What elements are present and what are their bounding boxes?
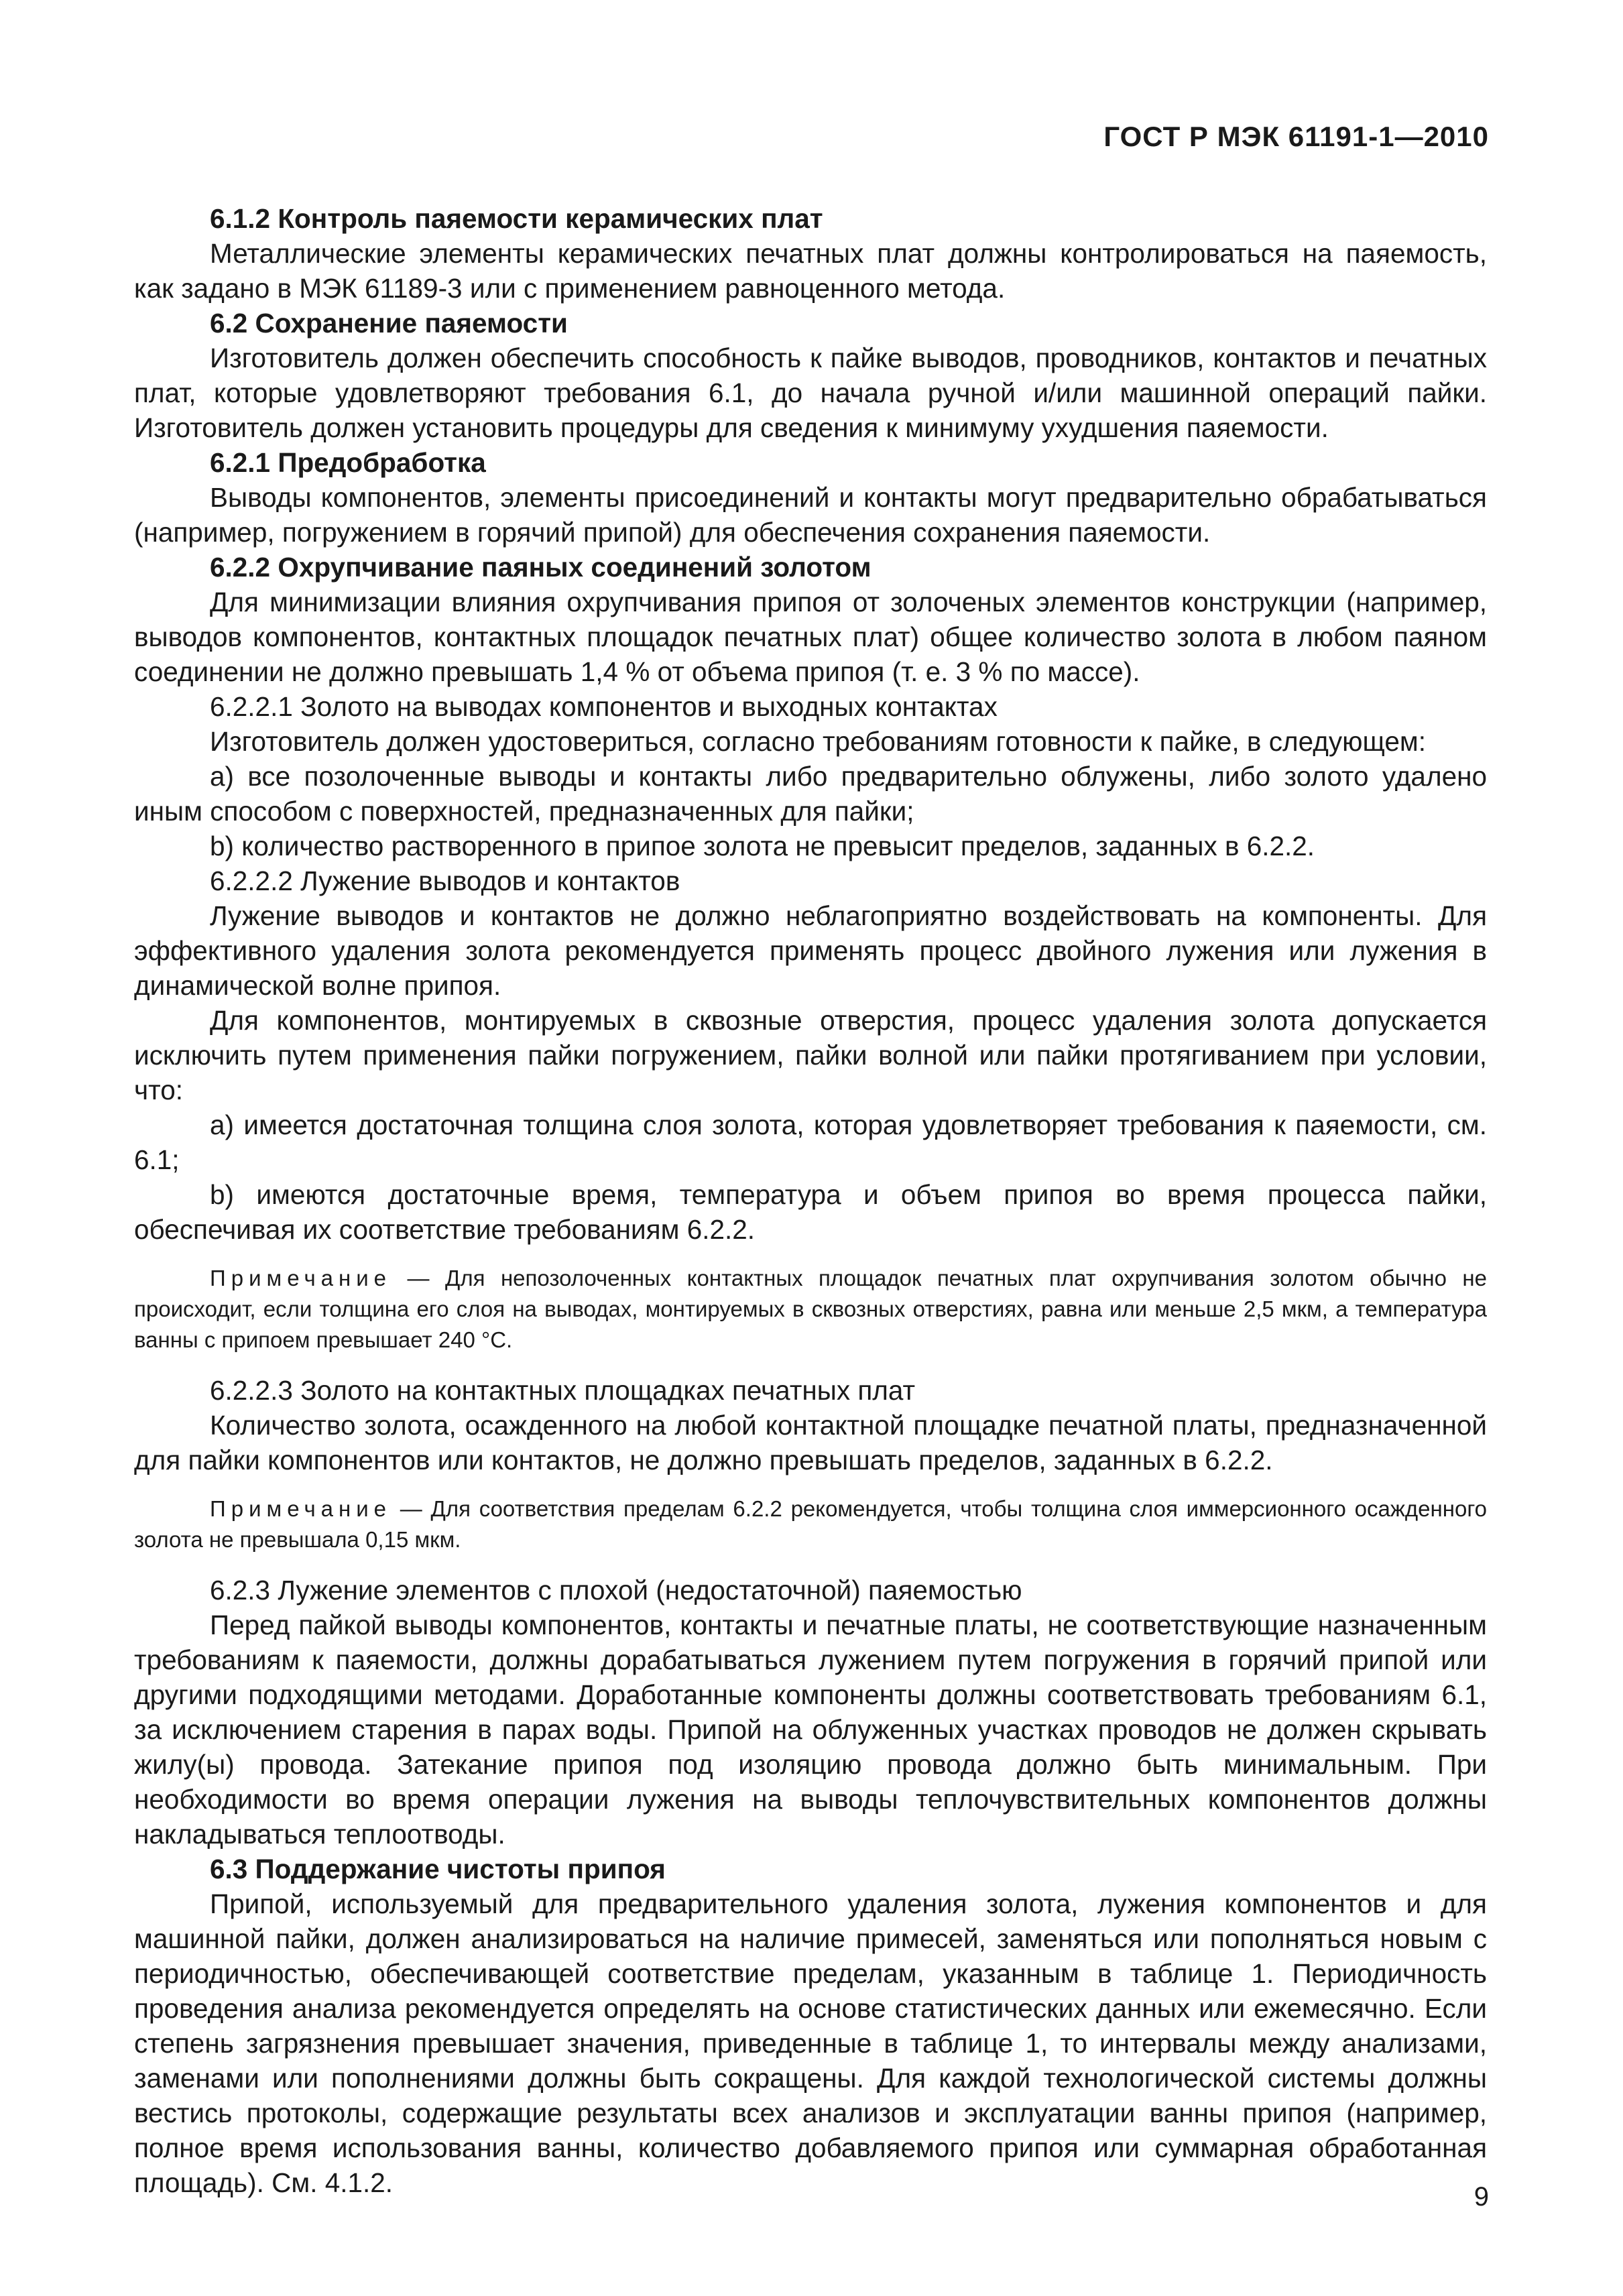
paragraph: Припой, используемый для предварительного удаления золота, лужения компонентов и для машинной пайки, должен анализироваться на наличие примесей, заменяться или пополняться новым с периодичностью, обеспечивающей соответствие пределам, указанным в таблице 1. Периодичность проведения анализа рекомендуется определять на основе статистических данных или ежемесячно. Если степень загрязнения превышает значения, приведенные в таблице 1, то интервалы между анализами, заменами или пополнениями должны быть сокращены. Для каждой технологической системы должны вестись протоколы, содержащие результаты всех анализов и эксплуатации ванны припоя (например, полное время использования ванны, количество добавляемого припоя или суммарная обработанная площадь). См. 4.1.2. [134, 1888, 1487, 2198]
note [134, 1263, 1487, 1355]
paragraph: Изготовитель должен обеспечить способность к пайке выводов, проводников, контактов и печатных плат, которые удовлетворяют требования 6.1, до начала ручной и/или машинной операций пайки. Изготовитель должен установить процедуры для сведения к минимуму ухудшения паяемости. [134, 343, 1487, 443]
paragraph: Для минимизации влияния охрупчивания припоя от золоченых элементов конструкции (например, выводов компонентов, контактных площадок печатных плат) общее количество золота в любом паяном соединении не должно превышать 1,4 % от объема припоя (т. е. 3 % по массе). [134, 587, 1487, 687]
list-item-b: b) имеются достаточные время, температура и объем припоя во время процесса пайки, обеспечивая их соответствие требованиям 6.2.2. [134, 1179, 1487, 1245]
paragraph: Выводы компонентов, элементы присоединений и контакты могут предварительно обрабатываться (например, погружением в горячий припой) для обеспечения сохранения паяемости. [134, 482, 1487, 548]
section-heading-6-1-2: 6.1.2 Контроль паяемости керамических плат [210, 203, 823, 234]
standard-code-header: ГОСТ Р МЭК 61191-1—2010 [1103, 121, 1489, 152]
note-text: — Для соответствия пределам 6.2.2 рекомендуется, чтобы толщина слоя иммерсионного осажденного золота не превышала 0,15 мкм. [134, 1496, 1487, 1552]
subsection-title-6-2-2-3: 6.2.2.3 Золото на контактных площадках печатных плат [210, 1375, 916, 1406]
note-text: — Для непозолоченных контактных площадок печатных плат охрупчивания золотом обычно не происходит, если толщина его слоя на выводах, монтируемых в сквозных отверстиях, равна или меньше 2,5 мкм, а температура ванны с припоем превышает 240 °C. [134, 1266, 1487, 1352]
note [134, 1494, 1487, 1555]
document-body [134, 201, 1487, 2200]
subsection-title-6-2-2-1: 6.2.2.1 Золото на выводах компонентов и выходных контактах [210, 691, 998, 722]
section-heading-6-2-2: 6.2.2 Охрупчивание паяных соединений золотом [210, 552, 871, 583]
paragraph: Лужение выводов и контактов не должно неблагоприятно воздействовать на компоненты. Для эффективного удаления золота рекомендуется применять процесс двойного лужения или лужения в динамической волне припоя. [134, 900, 1487, 1001]
list-item-a: a) все позолоченные выводы и контакты либо предварительно облужены, либо золото удалено иным способом с поверхностей, предназначенных для пайки; [134, 761, 1487, 827]
paragraph: Для компонентов, монтируемых в сквозные отверстия, процесс удаления золота допускается исключить путем применения пайки погружением, пайки волной или пайки протягиванием при условии, что: [134, 1005, 1487, 1105]
page-number: 9 [1474, 2182, 1489, 2212]
list-item-a: a) имеется достаточная толщина слоя золота, которая удовлетворяет требования к паяемости, см. 6.1; [134, 1109, 1487, 1175]
paragraph: Количество золота, осажденного на любой контактной площадке печатной платы, предназначенной для пайки компонентов или контактов, не должно превышать пределов, заданных в 6.2.2. [134, 1410, 1487, 1475]
list-item-b: b) количество растворенного в припое золота не превысит пределов, заданных в 6.2.2. [210, 831, 1315, 861]
subsection-title-6-2-2-2: 6.2.2.2 Лужение выводов и контактов [210, 865, 680, 896]
section-heading-6-2-1: 6.2.1 Предобработка [210, 447, 486, 478]
paragraph: Перед пайкой выводы компонентов, контакты и печатные платы, не соответствующие назначенным требованиям к паяемости, должны дорабатываться лужением путем погружения в горячий припой или другими подходящими методами. Доработанные компоненты должны соответствовать требованиям 6.1, за исключением старения в парах воды. Припой на облуженных участках проводов не должен скрывать жилу(ы) провода. Затекание припоя под изоляцию провода должно быть минимальным. При необходимости во время операции лужения на выводы теплочувствительных компонентов должны накладываться теплоотводы. [134, 1610, 1487, 1850]
paragraph: Изготовитель должен удостовериться, согласно требованиям готовности к пайке, в следующем: [210, 726, 1426, 757]
note-label: Примечание [210, 1496, 392, 1521]
section-heading-6-2: 6.2 Сохранение паяемости [210, 308, 568, 339]
subsection-title-6-2-3: 6.2.3 Лужение элементов с плохой (недостаточной) паяемостью [210, 1575, 1022, 1606]
paragraph: Металлические элементы керамических печатных плат должны контролироваться на паяемость, как задано в МЭК 61189-3 или с применением равноценного метода. [134, 238, 1487, 304]
note-label: Примечание [210, 1266, 392, 1290]
section-heading-6-3: 6.3 Поддержание чистоты припоя [210, 1854, 666, 1884]
